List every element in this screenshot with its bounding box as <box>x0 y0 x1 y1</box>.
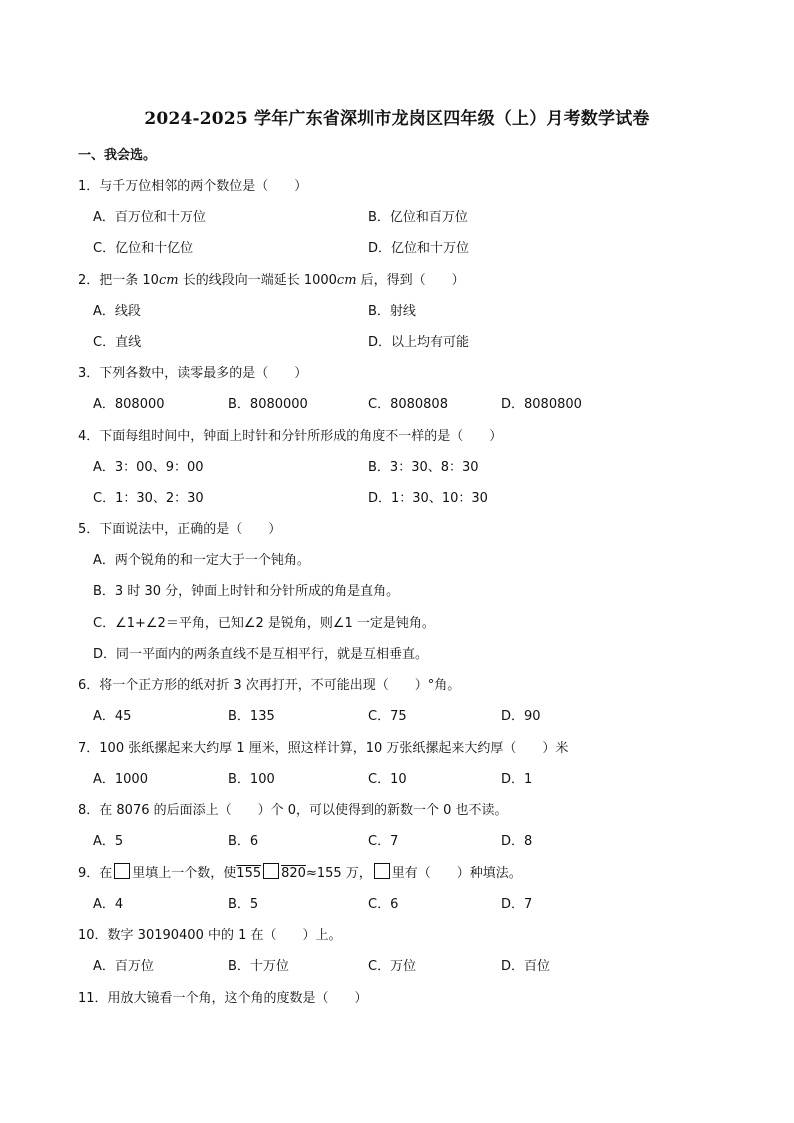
question-9-option-d[interactable]: D．7 <box>501 897 533 912</box>
question-9-stem-mid2: ≈155 万， <box>305 866 372 881</box>
question-2-unit-2: cm <box>336 273 357 288</box>
question-9-stem <box>78 862 522 881</box>
question-10-option-a[interactable]: A．百万位 <box>93 959 154 974</box>
number-left: 155 <box>236 866 262 881</box>
question-6-stem: 6．将一个正方形的纸对折 3 次再打开，不可能出现（ ）°角。 <box>78 678 461 693</box>
question-7-option-c[interactable]: C．10 <box>368 772 407 787</box>
question-2-stem-post: 后，得到（ ） <box>356 273 465 288</box>
question-7-stem: 7．100 张纸摞起来大约厚 1 厘米，照这样计算，10 万张纸摞起来大约厚（ ）米 <box>78 741 569 756</box>
question-2-option-c[interactable]: C．直线 <box>93 335 142 350</box>
question-2-unit-1: cm <box>158 273 179 288</box>
question-1-option-d[interactable]: D．亿位和十万位 <box>368 241 470 256</box>
question-6-option-b[interactable]: B．135 <box>228 709 275 724</box>
question-5-stem: 5．下面说法中，正确的是（ ） <box>78 522 282 537</box>
question-6-option-d[interactable]: D．90 <box>501 709 541 724</box>
question-4-stem: 4．下面每组时间中，钟面上时针和分针所形成的角度不一样的是（ ） <box>78 429 503 444</box>
answer-box-icon <box>114 863 130 879</box>
question-4-option-d[interactable]: D．1：30、10：30 <box>368 491 488 506</box>
question-7-option-b[interactable]: B．100 <box>228 772 275 787</box>
answer-box-icon <box>374 863 390 879</box>
question-3-stem: 3．下列各数中，读零最多的是（ ） <box>78 366 308 381</box>
question-4-option-a[interactable]: A．3：00、9：00 <box>93 460 204 475</box>
question-2-stem <box>78 269 465 288</box>
overlined-number <box>236 866 306 881</box>
answer-box-icon <box>263 863 279 879</box>
question-5-option-a[interactable]: A．两个锐角的和一定大于一个钝角。 <box>93 553 310 568</box>
question-8-option-b[interactable]: B．6 <box>228 834 259 849</box>
question-5-option-d[interactable]: D．同一平面内的两条直线不是互相平行，就是互相垂直。 <box>93 647 429 662</box>
question-11-stem: 11．用放大镜看一个角，这个角的度数是（ ） <box>78 991 368 1006</box>
question-2-option-b[interactable]: B．射线 <box>368 304 416 319</box>
question-3-option-c[interactable]: C．8080808 <box>368 397 448 412</box>
question-7-option-d[interactable]: D．1 <box>501 772 533 787</box>
question-3-option-b[interactable]: B．8080000 <box>228 397 308 412</box>
question-3-option-a[interactable]: A．808000 <box>93 397 165 412</box>
question-10-option-d[interactable]: D．百位 <box>501 959 551 974</box>
question-8-option-a[interactable]: A．5 <box>93 834 124 849</box>
section-heading: 一、我会选。 <box>78 148 157 163</box>
question-8-option-c[interactable]: C．7 <box>368 834 399 849</box>
question-10-option-c[interactable]: C．万位 <box>368 959 417 974</box>
question-10-stem: 10．数字 30190400 中的 1 在（ ）上。 <box>78 928 342 943</box>
question-9-stem-pre: 9．在 <box>78 866 113 881</box>
question-2-stem-pre: 2．把一条 10 <box>78 273 159 288</box>
question-9-option-b[interactable]: B．5 <box>228 897 259 912</box>
question-6-option-c[interactable]: C．75 <box>368 709 407 724</box>
question-5-option-b[interactable]: B．3 时 30 分，钟面上时针和分针所成的角是直角。 <box>93 584 400 599</box>
question-4-option-c[interactable]: C．1：30、2：30 <box>93 491 204 506</box>
question-7-option-a[interactable]: A．1000 <box>93 772 148 787</box>
question-8-option-d[interactable]: D．8 <box>501 834 533 849</box>
question-9-stem-post: 里有（ ）种填法。 <box>391 866 522 881</box>
question-2-option-a[interactable]: A．线段 <box>93 304 141 319</box>
question-6-option-a[interactable]: A．45 <box>93 709 132 724</box>
number-right: 820 <box>281 866 306 881</box>
question-1-option-c[interactable]: C．亿位和十亿位 <box>93 241 194 256</box>
question-9-stem-mid1: 里填上一个数，使 <box>132 866 237 881</box>
question-10-option-b[interactable]: B．十万位 <box>228 959 289 974</box>
question-4-option-b[interactable]: B．3：30、8：30 <box>368 460 479 475</box>
page-title: 2024-2025 学年广东省深圳市龙岗区四年级（上）月考数学试卷 <box>144 109 650 129</box>
question-3-option-d[interactable]: D．8080800 <box>501 397 582 412</box>
question-2-option-d[interactable]: D．以上均有可能 <box>368 335 470 350</box>
question-9-option-c[interactable]: C．6 <box>368 897 399 912</box>
question-1-option-b[interactable]: B．亿位和百万位 <box>368 210 468 225</box>
question-8-stem: 8．在 8076 的后面添上（ ）个 0，可以使得到的新数一个 0 也不读。 <box>78 803 508 818</box>
question-5-option-c[interactable]: C．∠1+∠2＝平角，已知∠2 是锐角，则∠1 一定是钝角。 <box>93 616 435 631</box>
question-1-stem: 1．与千万位相邻的两个数位是（ ） <box>78 179 308 194</box>
question-2-stem-mid: 长的线段向一端延长 1000 <box>178 273 337 288</box>
question-9-option-a[interactable]: A．4 <box>93 897 124 912</box>
question-1-option-a[interactable]: A．百万位和十万位 <box>93 210 206 225</box>
